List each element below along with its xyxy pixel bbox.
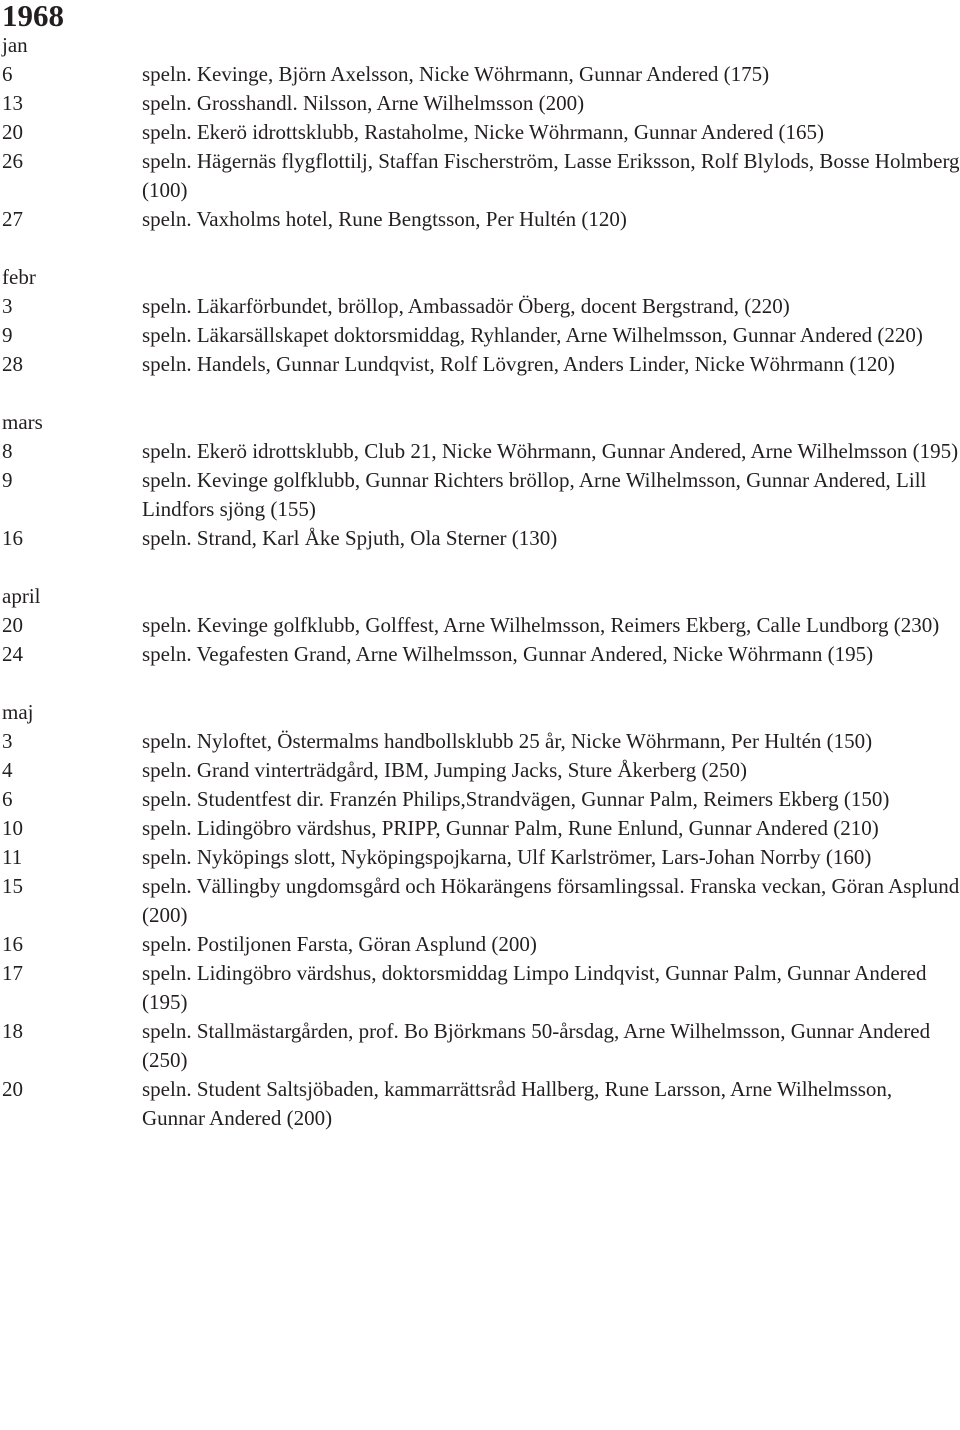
entry-text: speln. Nyköpings slott, Nyköpingspojkarna, Ulf Karlströmer, Lars-Johan Norrby (160) [142, 845, 872, 869]
month-section [2, 698, 960, 1133]
entry-day: 18 [2, 1019, 23, 1043]
entry-row [2, 930, 960, 959]
entry-text: speln. Vegafesten Grand, Arne Wilhelmsson, Gunnar Andered, Nicke Wöhrmann (195) [142, 642, 874, 666]
entry-row [2, 843, 960, 872]
month-heading: maj [2, 700, 34, 724]
month-heading: jan [2, 33, 28, 57]
entry-row [2, 118, 960, 147]
entry-row [2, 350, 960, 379]
entry-day: 17 [2, 961, 23, 985]
entry-text: speln. Ekerö idrottsklubb, Club 21, Nicke Wöhrmann, Gunnar Andered, Arne Wilhelmsson (195) [142, 439, 959, 463]
entry-text: speln. Kevinge golfklubb, Gunnar Richters bröllop, Arne Wilhelmsson, Gunnar Andered, Lill Lindfors sjöng (155) [142, 468, 927, 521]
entry-text: speln. Stallmästargården, prof. Bo Björkmans 50-årsdag, Arne Wilhelmsson, Gunnar Andered (250) [142, 1019, 931, 1072]
entry-row [2, 147, 960, 205]
entry-day: 28 [2, 352, 23, 376]
year-heading: 1968 [2, 0, 64, 33]
entry-day: 13 [2, 91, 23, 115]
entry-day: 27 [2, 207, 23, 231]
month-section [2, 263, 960, 379]
month-heading: april [2, 584, 41, 608]
entry-day: 9 [2, 323, 13, 347]
month-heading: mars [2, 410, 43, 434]
entry-day: 3 [2, 729, 13, 753]
entry-day: 20 [2, 120, 23, 144]
entry-row [2, 640, 960, 669]
entry-row [2, 437, 960, 466]
entry-row [2, 727, 960, 756]
entry-day: 10 [2, 816, 23, 840]
entry-row [2, 756, 960, 785]
entry-text: speln. Grand vinterträdgård, IBM, Jumping Jacks, Sture Åkerberg (250) [142, 758, 747, 782]
entry-day: 20 [2, 613, 23, 637]
entry-row [2, 872, 960, 930]
entry-row [2, 785, 960, 814]
entry-day: 11 [2, 845, 23, 869]
entry-day: 6 [2, 787, 13, 811]
month-section [2, 31, 960, 234]
month-list [2, 31, 960, 1133]
entry-text: speln. Vällingby ungdomsgård och Hökarängens församlingssal. Franska veckan, Göran Asplund (200) [142, 874, 960, 927]
entry-row [2, 959, 960, 1017]
entry-day: 15 [2, 874, 23, 898]
entry-row [2, 1017, 960, 1075]
entry-row [2, 1075, 960, 1133]
month-section [2, 582, 960, 669]
month-section [2, 408, 960, 553]
entry-day: 20 [2, 1077, 23, 1101]
entry-text: speln. Kevinge golfklubb, Golffest, Arne Wilhelmsson, Reimers Ekberg, Calle Lundborg (230) [142, 613, 940, 637]
entry-text: speln. Lidingöbro värdshus, doktorsmiddag Limpo Lindqvist, Gunnar Palm, Gunnar Andered (195) [142, 961, 927, 1014]
entry-day: 16 [2, 526, 23, 550]
entry-day: 26 [2, 149, 23, 173]
entry-text: speln. Läkarförbundet, bröllop, Ambassadör Öberg, docent Bergstrand, (220) [142, 294, 790, 318]
entry-text: speln. Lidingöbro värdshus, PRIPP, Gunnar Palm, Rune Enlund, Gunnar Andered (210) [142, 816, 879, 840]
entry-day: 9 [2, 468, 13, 492]
entry-text: speln. Ekerö idrottsklubb, Rastaholme, Nicke Wöhrmann, Gunnar Andered (165) [142, 120, 824, 144]
entry-text: speln. Handels, Gunnar Lundqvist, Rolf Lövgren, Anders Linder, Nicke Wöhrmann (120) [142, 352, 895, 376]
entry-text: speln. Nyloftet, Östermalms handbollsklubb 25 år, Nicke Wöhrmann, Per Hultén (150) [142, 729, 873, 753]
entry-text: speln. Läkarsällskapet doktorsmiddag, Ryhlander, Arne Wilhelmsson, Gunnar Andered (220) [142, 323, 923, 347]
entry-text: speln. Studentfest dir. Franzén Philips,Strandvägen, Gunnar Palm, Reimers Ekberg (150) [142, 787, 890, 811]
entry-day: 4 [2, 758, 13, 782]
entry-row [2, 321, 960, 350]
entry-day: 6 [2, 62, 13, 86]
entry-day: 16 [2, 932, 23, 956]
month-heading: febr [2, 265, 36, 289]
entry-text: speln. Hägernäs flygflottilj, Staffan Fischerström, Lasse Eriksson, Rolf Blylods, Bosse Holmberg (100) [142, 149, 960, 202]
entry-text: speln. Grosshandl. Nilsson, Arne Wilhelmsson (200) [142, 91, 585, 115]
entry-day: 8 [2, 439, 13, 463]
entry-text: speln. Student Saltsjöbaden, kammarrättsråd Hallberg, Rune Larsson, Arne Wilhelmsson, Gunnar Andered (200) [142, 1077, 893, 1130]
entry-text: speln. Vaxholms hotel, Rune Bengtsson, Per Hultén (120) [142, 207, 627, 231]
entry-row [2, 292, 960, 321]
entry-row [2, 205, 960, 234]
entry-row [2, 89, 960, 118]
entry-day: 3 [2, 294, 13, 318]
entry-row [2, 60, 960, 89]
entry-row [2, 611, 960, 640]
entry-row [2, 466, 960, 524]
entry-row [2, 814, 960, 843]
entry-text: speln. Kevinge, Björn Axelsson, Nicke Wöhrmann, Gunnar Andered (175) [142, 62, 770, 86]
entry-text: speln. Strand, Karl Åke Spjuth, Ola Sterner (130) [142, 526, 558, 550]
entry-day: 24 [2, 642, 23, 666]
document [2, 0, 960, 1133]
entry-text: speln. Postiljonen Farsta, Göran Asplund (200) [142, 932, 537, 956]
entry-row [2, 524, 960, 553]
